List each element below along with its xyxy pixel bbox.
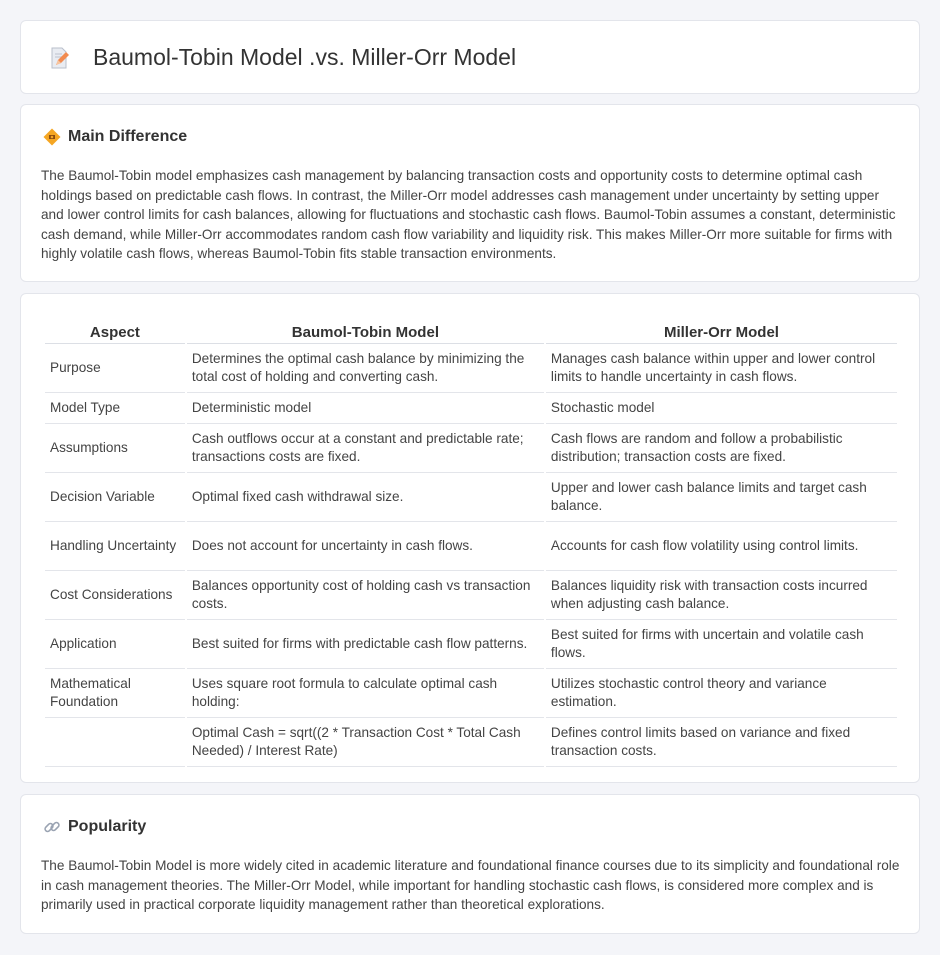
popularity-header xyxy=(43,818,146,836)
header-aspect: Aspect xyxy=(45,314,185,344)
row-aspect: Handling Uncertainty xyxy=(45,522,185,571)
table-row xyxy=(45,393,897,424)
row-baumol-tobin: Balances opportunity cost of holding cash vs transaction costs. xyxy=(187,571,544,620)
row-aspect: Purpose xyxy=(45,344,185,393)
row-baumol-tobin: Best suited for firms with predictable cash flow patterns. xyxy=(187,620,544,669)
header-miller-orr: Miller-Orr Model xyxy=(546,314,897,344)
row-baumol-tobin: Cash outflows occur at a constant and predictable rate; transactions costs are fixed. xyxy=(187,424,544,473)
document-edit-icon xyxy=(47,46,71,70)
row-aspect: Decision Variable xyxy=(45,473,185,522)
table-row xyxy=(45,344,897,393)
table-row xyxy=(45,522,897,571)
row-aspect: Mathematical Foundation xyxy=(45,669,185,718)
comparison-table xyxy=(43,314,899,767)
popularity-card xyxy=(20,794,920,934)
table-row xyxy=(45,424,897,473)
table-row xyxy=(45,669,897,718)
table-header-row xyxy=(45,314,897,344)
comparison-card xyxy=(20,293,920,783)
link-icon xyxy=(43,818,61,836)
row-aspect: Model Type xyxy=(45,393,185,424)
popularity-heading: Popularity xyxy=(68,818,147,835)
row-baumol-tobin: Determines the optimal cash balance by minimizing the total cost of holding and converting cash. xyxy=(187,344,544,393)
row-aspect: Application xyxy=(45,620,185,669)
row-miller-orr: Accounts for cash flow volatility using control limits. xyxy=(546,522,897,571)
row-aspect xyxy=(45,718,185,767)
row-baumol-tobin: Uses square root formula to calculate optimal cash holding: xyxy=(187,669,544,718)
row-aspect: Cost Considerations xyxy=(45,571,185,620)
header-baumol-tobin: Baumol-Tobin Model xyxy=(187,314,544,344)
page-title: Baumol-Tobin Model .vs. Miller-Orr Model xyxy=(93,44,517,70)
row-baumol-tobin: Optimal fixed cash withdrawal size. xyxy=(187,473,544,522)
row-aspect: Assumptions xyxy=(45,424,185,473)
table-row xyxy=(45,571,897,620)
popularity-text: The Baumol-Tobin Model is more widely cited in academic literature and foundational finance courses due to its simplicity and foundational role in cash management theories. The Miller-Orr Model, while important for handling stochastic cash flows, is considered more complex and is primarily used in practical corporate liquidity management rather than theoretical explorations. xyxy=(41,858,900,912)
main-difference-text: The Baumol-Tobin model emphasizes cash management by balancing transaction costs and opportunity costs to determine optimal cash holdings based on predictable cash flows. In contrast, the Miller-Orr model addresses cash management under uncertainty by setting upper and lower control limits for cash balances, allowing for fluctuations and stochastic cash flows. Baumol-Tobin assumes a constant, deterministic cash demand, while Miller-Orr accommodates random cash flow variability and liquidity risk. This makes Miller-Orr more suitable for firms with highly volatile cash flows, whereas Baumol-Tobin fits stable transaction environments. xyxy=(41,168,896,261)
main-difference-heading: Main Difference xyxy=(68,128,188,145)
diamond-badge-icon xyxy=(43,128,61,146)
row-miller-orr: Stochastic model xyxy=(546,393,897,424)
table-row xyxy=(45,473,897,522)
table-row xyxy=(45,620,897,669)
row-baumol-tobin: Does not account for uncertainty in cash flows. xyxy=(187,522,544,571)
row-miller-orr: Utilizes stochastic control theory and variance estimation. xyxy=(546,669,897,718)
table-row xyxy=(45,718,897,767)
row-miller-orr: Best suited for firms with uncertain and volatile cash flows. xyxy=(546,620,897,669)
row-miller-orr: Defines control limits based on variance and fixed transaction costs. xyxy=(546,718,897,767)
row-miller-orr: Upper and lower cash balance limits and target cash balance. xyxy=(546,473,897,522)
row-miller-orr: Manages cash balance within upper and lower control limits to handle uncertainty in cash flows. xyxy=(546,344,897,393)
title-card xyxy=(20,20,920,94)
row-baumol-tobin: Optimal Cash = sqrt((2 * Transaction Cost * Total Cash Needed) / Interest Rate) xyxy=(187,718,544,767)
main-difference-card xyxy=(20,104,920,282)
row-miller-orr: Cash flows are random and follow a probabilistic distribution; transaction costs are fixed. xyxy=(546,424,897,473)
row-baumol-tobin: Deterministic model xyxy=(187,393,544,424)
main-difference-header xyxy=(43,128,187,146)
row-miller-orr: Balances liquidity risk with transaction costs incurred when adjusting cash balance. xyxy=(546,571,897,620)
